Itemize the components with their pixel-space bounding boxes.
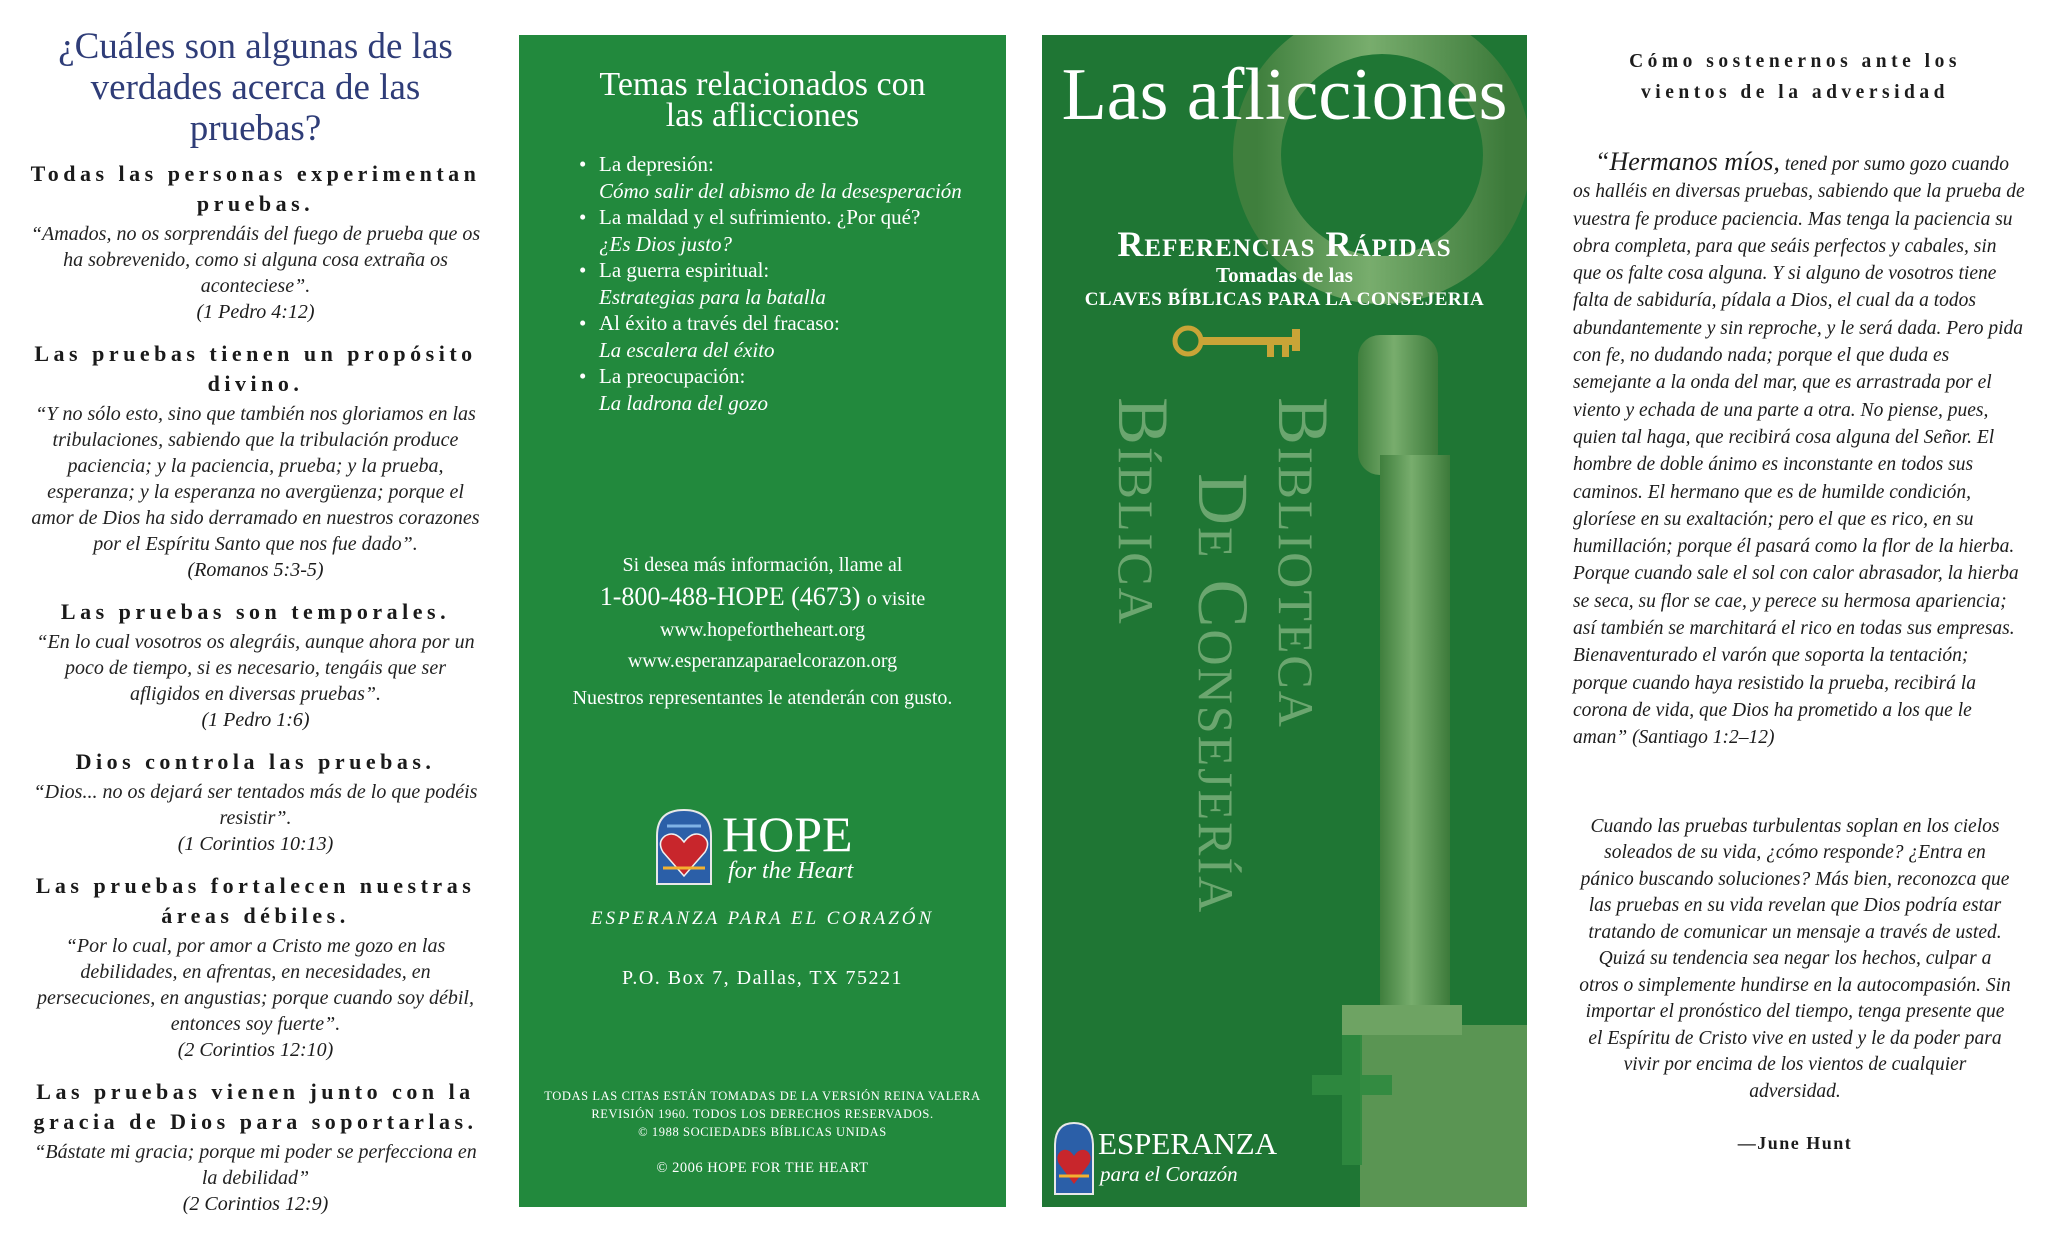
bullet-icon: • (579, 205, 587, 229)
truth-reference: (1 Pedro 1:6) (201, 709, 310, 731)
panel-cover (1042, 35, 1527, 1207)
related-topic-item (579, 310, 1006, 363)
panel-related-topics (519, 35, 1006, 1207)
key-bit (1360, 1025, 1527, 1207)
quote-opening: “Hermanos míos, (1595, 147, 1780, 176)
truth-quote: “Por lo cual, por amor a Cristo me gozo en las debilidades, en afrentas, en necesidades, en persecuciones, en angustias; porque cuando soy débil, entonces soy fuerte”. (37, 935, 474, 1035)
bullet-icon: • (579, 364, 587, 388)
legal-line-1: TODAS LAS CITAS ESTÁN TOMADAS DE LA VERSIÓN REINA VALERA (544, 1089, 981, 1103)
topic-title: Al éxito a través del fracaso: (599, 311, 840, 335)
truth-quote: “En lo cual vosotros os alegráis, aunque ahora por un poco de tiempo, si es necesario, tengáis que ser afligidos en diversas pruebas”. (36, 631, 475, 705)
esperanza-heart-icon (1052, 1120, 1096, 1196)
vertical-title-3: Bíblica (1103, 397, 1183, 626)
topic-title: La preocupación: (599, 364, 746, 388)
truth-title: Todas las personas experimentan pruebas. (30, 161, 481, 216)
phone-text: 1-800-488-HOPE (4673) (599, 582, 861, 611)
truth-quote: “Amados, no os sorprendáis del fuego de prueba que os ha sobrevenido, como si alguna cosa extraña os aconteciese”. (30, 223, 481, 297)
related-topic-item (579, 257, 1006, 310)
cover-subtitle-2: CLAVES BÍBLICAS PARA LA CONSEJERIA (1084, 289, 1485, 310)
truth-quote: “Bástate mi gracia; porque mi poder se perfecciona en la debilidad” (34, 1141, 477, 1189)
truth-section (28, 339, 483, 583)
truth-quote: “Dios... no os dejará ser tentados más de lo que podéis resistir”. (33, 781, 478, 829)
truth-section (28, 871, 483, 1063)
topic-subtitle: La escalera del éxito (599, 337, 775, 362)
bullet-icon: • (579, 152, 587, 176)
bullet-icon: • (579, 258, 587, 282)
hope-logo-word: HOPE (722, 806, 853, 862)
adversity-title-line-1: Cómo sostenernos ante los (1629, 51, 1961, 72)
truth-section (28, 159, 483, 325)
info-line: Si desea más información, llame al (622, 554, 903, 576)
related-topic-item (579, 151, 1006, 204)
phone-suffix: o visite (866, 588, 926, 610)
contact-info (519, 550, 1006, 714)
copyright: © 2006 HOPE FOR THE HEART (656, 1160, 869, 1176)
truth-title: Las pruebas tienen un propósito divino. (34, 341, 477, 396)
key-shaft (1380, 455, 1450, 1065)
truths-heading: ¿Cuáles son algunas de las verdades acerca de las pruebas? (58, 26, 453, 149)
stained-glass-heart-icon (653, 806, 715, 886)
website-link-1[interactable]: www.hopefortheheart.org (660, 619, 865, 641)
related-topic-item (579, 204, 1006, 257)
truth-section (28, 1077, 483, 1217)
hope-logo (519, 806, 1006, 898)
bullet-icon: • (579, 311, 587, 335)
panel-adversity (1565, 0, 2025, 1243)
adversity-paragraph: Cuando las pruebas turbulentas soplan en los cielos soleados de su vida, ¿cómo responde? ¿Entra en pánico buscando soluciones? Más bien, reconozca que las pruebas en su vida revelan que Dios podría estar tratando de comunicar un mensaje a través de usted. Quizá su tendencia sea negar los hechos, culpar a otros o simplemente hundirse en la autocompasión. Sin importar el pronóstico del tiempo, tenga presente que el Espíritu de Cristo vive en usted y le da poder para vivir por encima de los vientos de cualquier adversidad. (1579, 815, 2011, 1102)
james-quote (1565, 148, 2025, 752)
topic-title: La guerra espiritual: (599, 258, 770, 282)
key-collar (1358, 335, 1438, 475)
hope-logo-sub: for the Heart (728, 858, 854, 884)
representatives-line: Nuestros representantes le atenderán con gusto. (572, 687, 953, 709)
topic-subtitle: La ladrona del gozo (599, 390, 768, 415)
truth-quote: “Y no sólo esto, sino que también nos gloriamos en las tribulaciones, sabiendo que la tribulación produce paciencia; y la paciencia, prueba; y la prueba, esperanza; y la esperanza no avergüenza; porque el amor de Dios ha sido derramado en nuestros corazones por el Espíritu Santo que nos fue dado”. (31, 403, 480, 555)
truth-reference: (Romanos 5:3-5) (187, 559, 324, 581)
cover-series-title: Referencias Rápidas (1117, 224, 1452, 264)
phone-number[interactable] (519, 581, 1006, 615)
quote-reference: (Santiago 1:2–12) (1627, 727, 1775, 749)
truth-reference: (1 Corintios 10:13) (177, 833, 334, 855)
cover-subtitle-1: Tomadas de las (1216, 263, 1353, 287)
truth-title: Dios controla las pruebas. (75, 749, 436, 774)
esperanza-sub: para el Corazón (1100, 1162, 1238, 1186)
website-link-2[interactable]: www.esperanzaparaelcorazon.org (627, 650, 898, 672)
adversity-title-line-2: vientos de la adversidad (1641, 82, 1949, 103)
topic-title: La maldad y el sufrimiento. ¿Por qué? (599, 205, 921, 229)
truth-reference: (2 Corintios 12:9) (182, 1193, 329, 1215)
topic-subtitle: Cómo salir del abismo de la desesperación (599, 178, 962, 203)
legal-line-3: © 1988 SOCIEDADES BÍBLICAS UNIDAS (638, 1125, 887, 1139)
signature: —June Hunt (1737, 1133, 1853, 1154)
legal-notice (519, 1087, 1006, 1141)
quote-body: tened por sumo gozo cuando os halléis en diversas pruebas, sabiendo que la prueba de vuestra fe produce paciencia. Mas tenga la paciencia su obra completa, para que seáis perfectos y cabales, sin que os falte cosa alguna. Y si alguno de vosotros tiene falta de sabiduría, pídala a Dios, el cual da a todos abundantemente y sin reproche, y le será dada. Pero pida con fe, no dudando nada; porque el que duda es semejante a la onda del mar, que es arrastrada por el viento y echada de una parte a otra. No piense, pues, quien tal haga, que recibirá cosa alguna del Señor. El hombre de doble ánimo es inconstante en todos sus caminos. El hermano que es de humilde condición, gloríese en su exaltación; pero el que es rico, en su humillación; porque él pasará como la flor de la hierba. Porque cuando sale el sol con calor abrasador, la hierba se seca, su flor se cae, y perece su hermosa apariencia; así también se marchitará el rico en todas sus empresas. Bienaventurado el varón que soporta la tentación; porque cuando haya resistido la prueba, recibirá la corona de vida, que Dios ha prometido a los que le aman” (1573, 154, 2025, 749)
truth-reference: (1 Pedro 4:12) (196, 301, 315, 323)
topic-title: La depresión: (599, 152, 714, 176)
vertical-title-1: Biblioteca (1263, 397, 1343, 729)
truths-sections (28, 159, 483, 1217)
truth-title: Las pruebas fortalecen nuestras áreas débiles. (35, 873, 476, 928)
topic-subtitle: ¿Es Dios justo? (599, 231, 733, 256)
cover-title: Las aflicciones (1061, 54, 1508, 136)
related-topics-title: Temas relacionados con las aflicciones (599, 66, 926, 134)
truth-title: Las pruebas son temporales. (60, 599, 451, 624)
truth-section (28, 747, 483, 857)
tagline: ESPERANZA PARA EL CORAZÓN (590, 908, 935, 929)
adversity-title (1565, 46, 2025, 108)
topic-subtitle: Estrategias para la batalla (599, 284, 826, 309)
panel-truths (28, 0, 483, 1243)
related-topic-item (579, 363, 1006, 416)
esperanza-word: ESPERANZA (1098, 1126, 1278, 1161)
truth-reference: (2 Corintios 12:10) (177, 1039, 334, 1061)
truth-section (28, 597, 483, 733)
legal-line-2: REVISIÓN 1960. TODOS LOS DERECHOS RESERVADOS. (591, 1107, 934, 1121)
truth-title: Las pruebas vienen junto con la gracia de Dios para soportarlas. (33, 1079, 478, 1134)
vertical-title-2: De Consejería (1183, 473, 1263, 915)
related-topics-list (579, 151, 1006, 416)
po-box: P.O. Box 7, Dallas, TX 75221 (621, 967, 904, 989)
